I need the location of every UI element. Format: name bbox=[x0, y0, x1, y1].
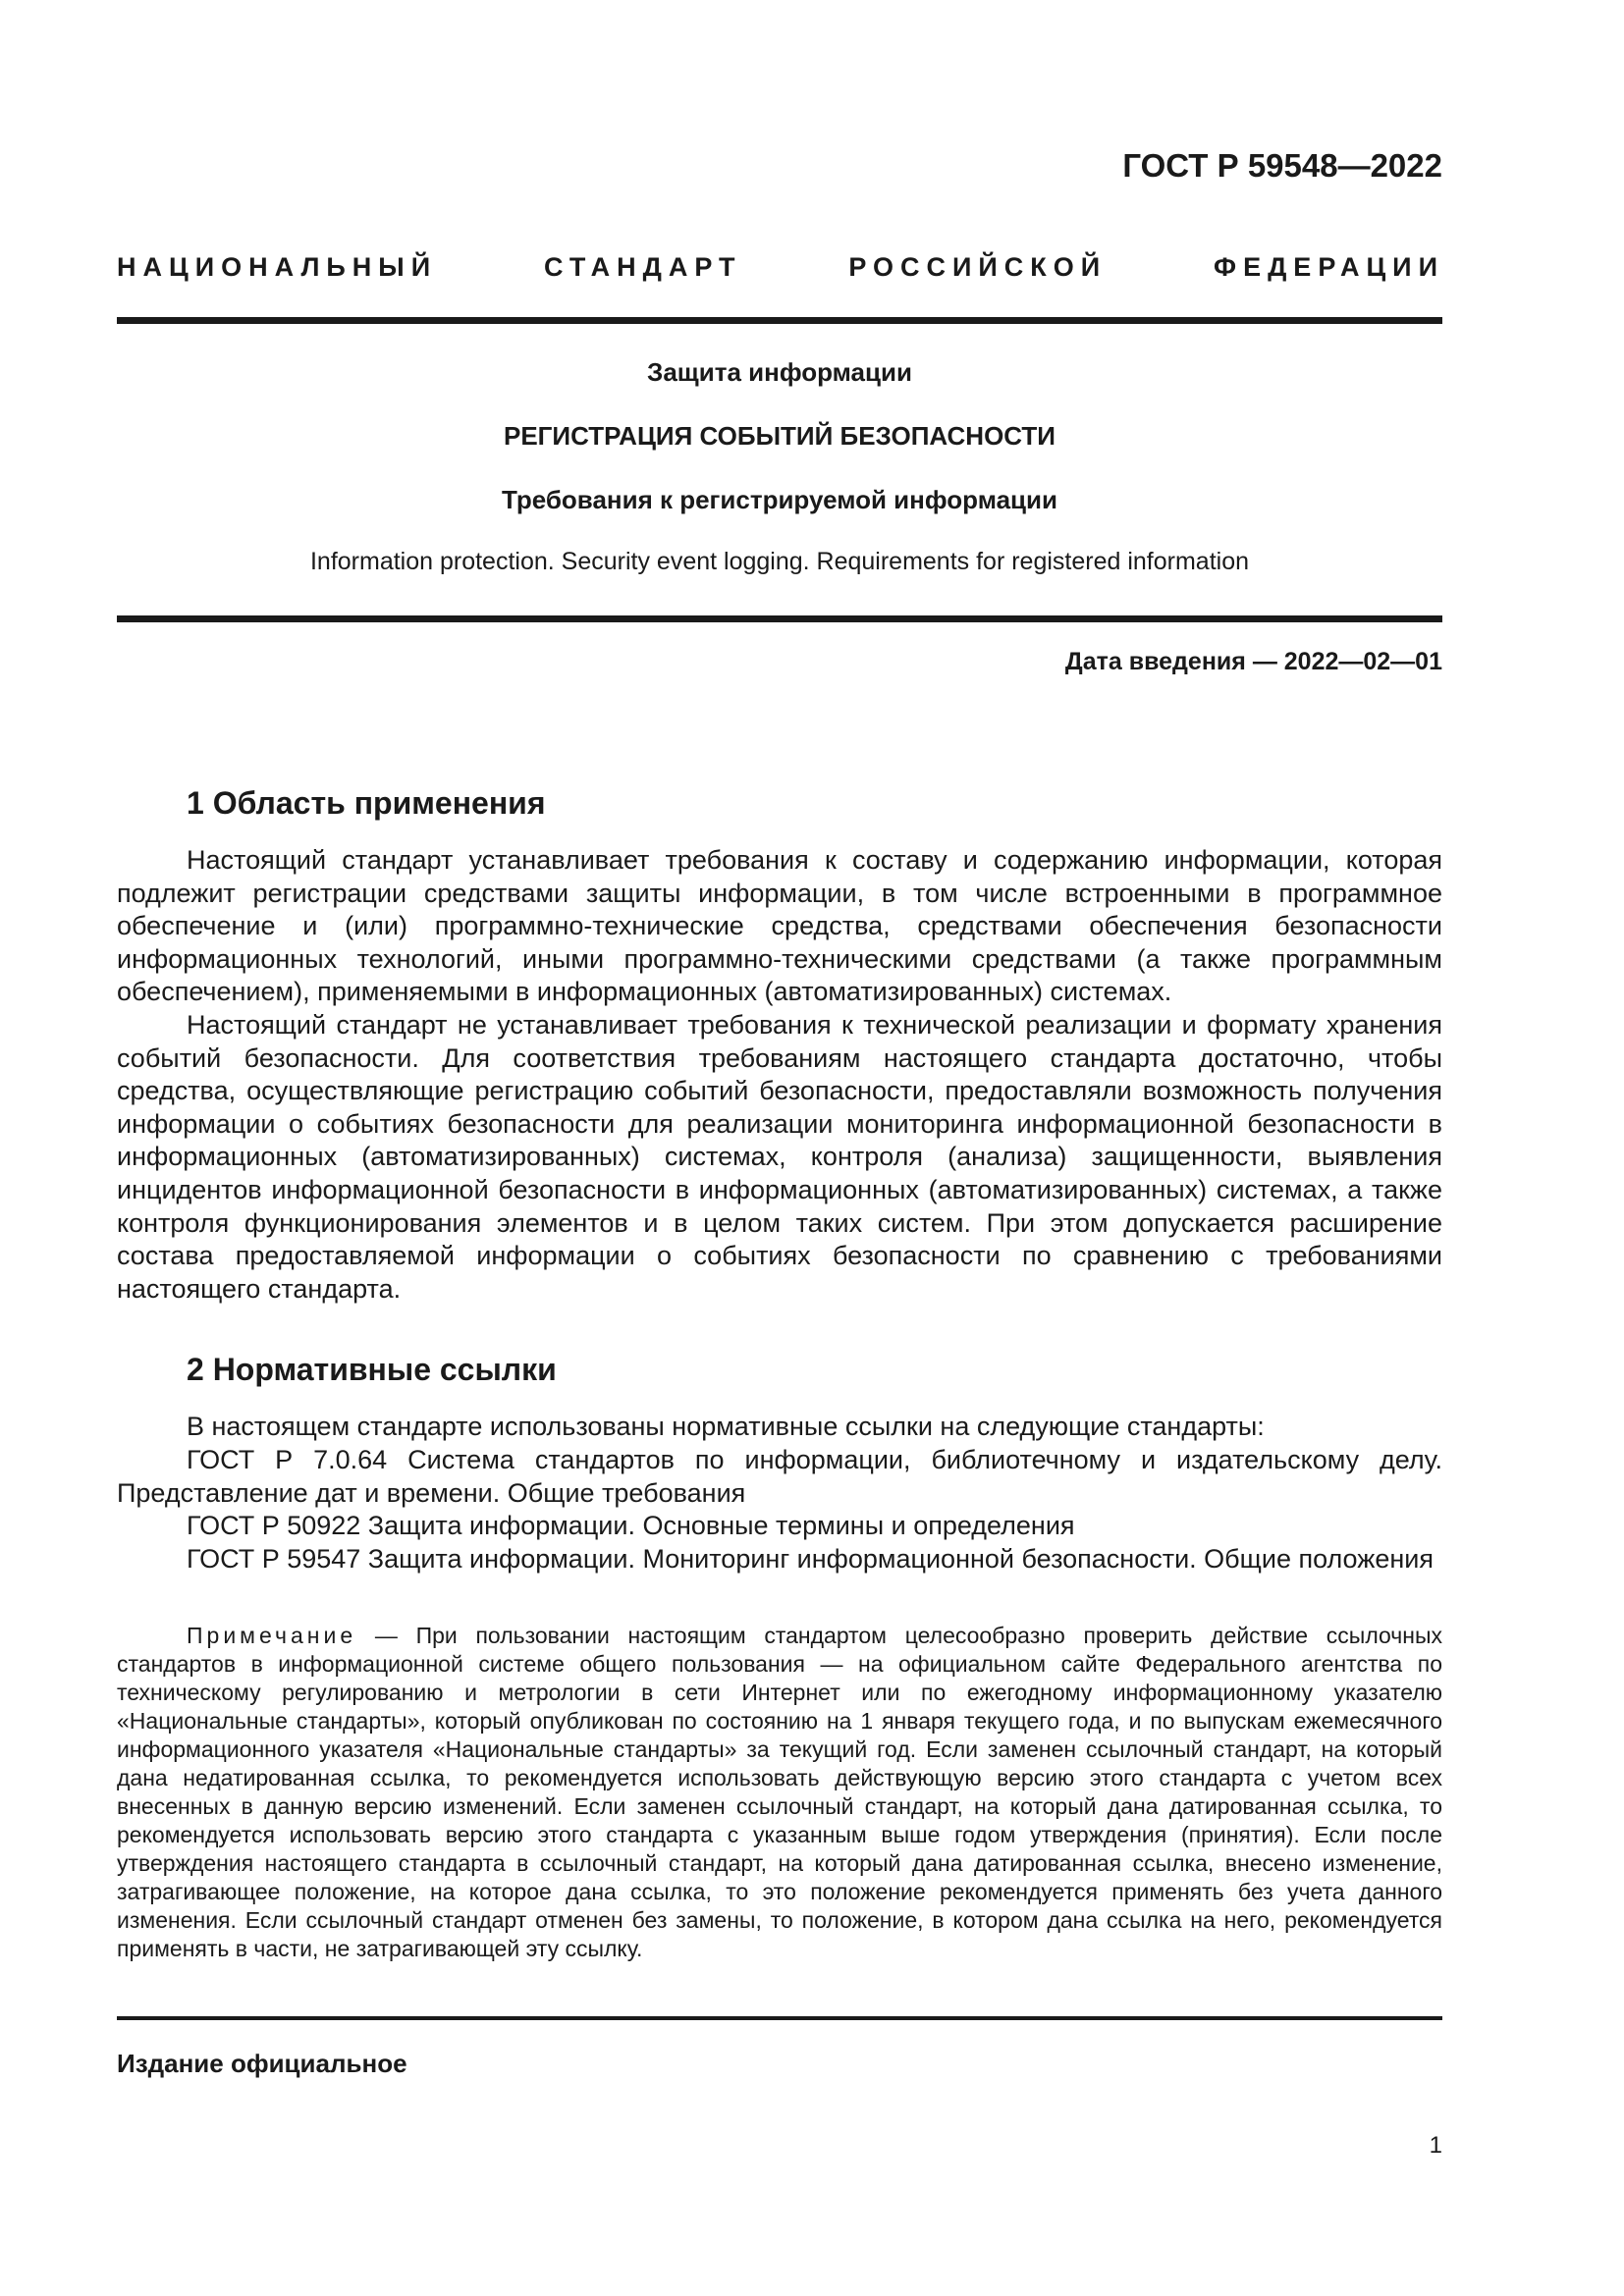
section-2-intro-text: В настоящем стандарте использованы нормативные ссылки на следующие стандарты: bbox=[187, 1412, 1265, 1441]
reference-text: ГОСТ Р 7.0.64 Система стандартов по информации, библиотечному и издательскому делу. Представление дат и времени. Общие требования bbox=[117, 1445, 1442, 1508]
footer-rule bbox=[117, 2016, 1442, 2020]
section-1-paragraph-2 bbox=[117, 1009, 1442, 1306]
national-standard-banner: НАЦИОНАЛЬНЫЙ СТАНДАРТ РОССИЙСКОЙ ФЕДЕРАЦИИ bbox=[117, 252, 1444, 282]
official-edition-label: Издание официальное bbox=[117, 2049, 407, 2078]
section-1-heading: 1 Область применения bbox=[187, 785, 546, 821]
gost-number: ГОСТ Р 59548—2022 bbox=[1122, 147, 1442, 184]
title-line-2: РЕГИСТРАЦИЯ СОБЫТИЙ БЕЗОПАСНОСТИ bbox=[503, 421, 1056, 451]
top-rule bbox=[117, 317, 1442, 324]
page-number: 1 bbox=[1429, 2132, 1442, 2159]
title-bottom-rule bbox=[117, 615, 1442, 622]
reference-item bbox=[117, 1510, 1442, 1543]
reference-text: ГОСТ Р 59547 Защита информации. Мониторинг информационной безопасности. Общие положения bbox=[187, 1544, 1434, 1574]
section-1-paragraph-1 bbox=[117, 844, 1442, 1009]
title-english: Information protection. Security event logging. Requirements for registered information bbox=[309, 548, 1250, 575]
reference-item bbox=[117, 1543, 1442, 1576]
reference-text: ГОСТ Р 50922 Защита информации. Основные термины и определения bbox=[187, 1511, 1075, 1540]
introduction-date: Дата введения — 2022—02—01 bbox=[1064, 648, 1442, 675]
note-label: Примечание bbox=[187, 1623, 357, 1648]
section-2-heading: 2 Нормативные ссылки bbox=[187, 1352, 557, 1387]
title-line-3: Требования к регистрируемой информации bbox=[501, 485, 1058, 514]
note-block bbox=[117, 1622, 1442, 1963]
reference-item bbox=[117, 1444, 1442, 1510]
section-2-intro bbox=[117, 1411, 1442, 1444]
section-1-paragraph-2-text: Настоящий стандарт не устанавливает требования к технической реализации и формату хранения событий безопасности. Для соответствия требованиям настоящего стандарта достаточно, чтобы средства, осуществляющие регистрацию событий безопасности, предоставляли возможность получения информации о событиях безопасности для реализации мониторинга информационной безопасности в информационных (автоматизированных) системах, контроля (анализа) защищенности, выявления инцидентов информационной безопасности в информационных (автоматизированных) системах, а также контроля функционирования элементов и в целом таких систем. При этом допускается расширение состава предоставляемой информации о событиях безопасности по сравнению с требованиями настоящего стандарта. bbox=[117, 1010, 1442, 1304]
note-text: — При пользовании настоящим стандартом целесообразно проверить действие ссылочных стандартов в информационной системе общего пользования — на официальном сайте Федерального агентства по техническому регулированию и метрологии в сети Интернет или по ежегодному информационному указателю «Национальные стандарты», который опубликован по состоянию на 1 января текущего года, и по выпускам ежемесячного информационного указателя «Национальные стандарты» за текущий год. Если заменен ссылочный стандарт, на который дана недатированная ссылка, то рекомендуется использовать действующую версию этого стандарта с учетом всех внесенных в данную версию изменений. Если заменен ссылочный стандарт, на который дана датированная ссылка, то рекомендуется использовать версию этого стандарта с указанным выше годом утверждения (принятия). Если после утверждения настоящего стандарта в ссылочный стандарт, на который дана датированная ссылка, внесено изменение, затрагивающее положение, на которое дана ссылка, то это положение рекомендуется применять без учета данного изменения. Если ссылочный стандарт отменен без замены, то положение, в котором дана ссылка на него, рекомендуется применять в части, не затрагивающей эту ссылку. bbox=[117, 1623, 1442, 1961]
title-line-1: Защита информации bbox=[647, 357, 912, 387]
section-1-paragraph-1-text: Настоящий стандарт устанавливает требования к составу и содержанию информации, которая подлежит регистрации средствами защиты информации, в том числе встроенными в программное обеспечение и (или) программно-технические средства, средствами обеспечения безопасности информационных технологий, иными программно-техническими средствами (а также программным обеспечением), применяемыми в информационных (автоматизированных) системах. bbox=[117, 845, 1442, 1007]
